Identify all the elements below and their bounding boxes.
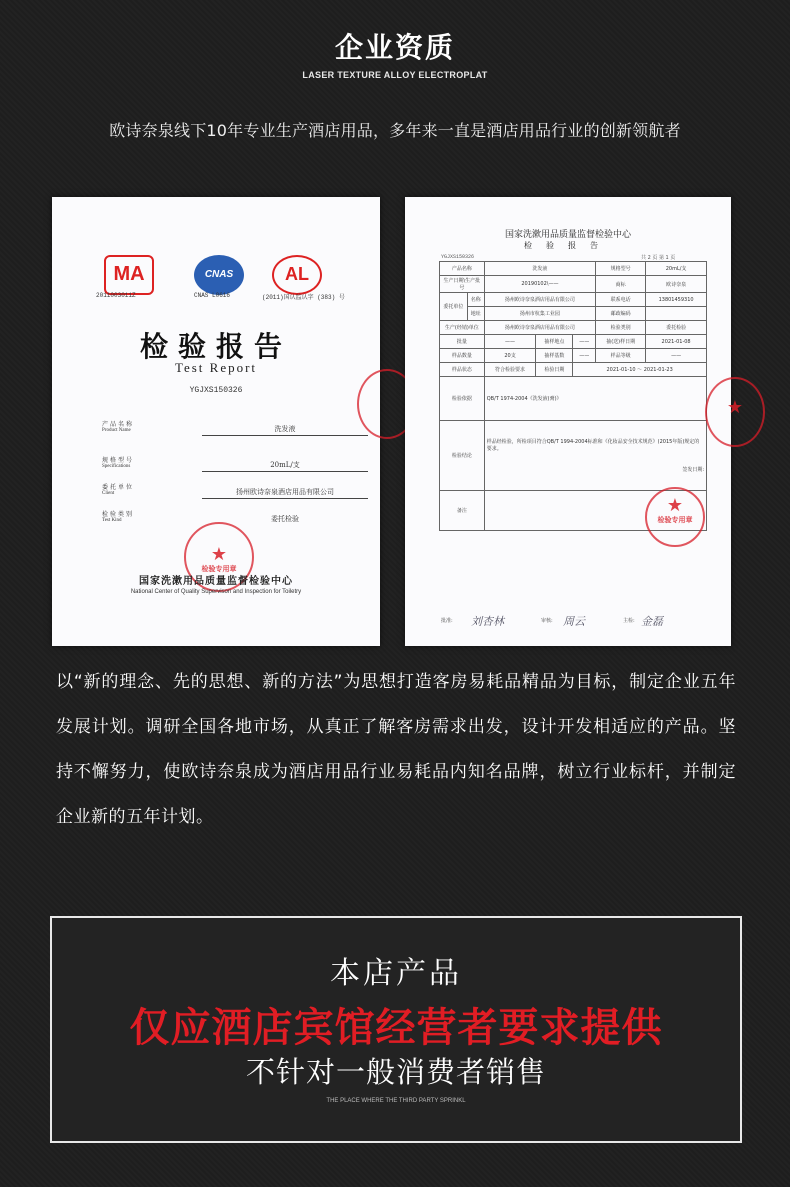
report-title-cn: 检验报告 [139, 330, 292, 363]
conclusion-text: 样品经检验，所检项目符合QB/T 1994-2004标准和《化妆品安全技术规范》(2015年版)规定的要求。 [486, 439, 700, 452]
stamp-text: 检验专用章 [657, 516, 693, 524]
main-inspector-label: 主检: [623, 618, 635, 624]
table-page-subtitle: 检验报告 [524, 241, 612, 250]
field-label-en: Client [102, 491, 115, 496]
page-indicator: 共 2 页 第 1 页 [641, 255, 676, 261]
field-label-en: Test Kind [102, 518, 122, 523]
issuing-org-cn: 国家洗漱用品质量监督检验中心 [139, 576, 293, 587]
table-row: 生产(经销)单位 扬州欧诗奈泉酒店用品有限公司 检验类别 委托检验 [440, 321, 707, 335]
table-row: 生产日期\生产批号 20190102\—— 商标 欧诗奈泉 [440, 276, 707, 293]
field-value: 扬州欧诗奈泉酒店用品有限公司 [202, 487, 368, 499]
cma-logo: MA [104, 255, 154, 295]
field-value: 洗发液 [202, 424, 368, 436]
field-value: 20mL/支 [202, 460, 368, 472]
notice-subtext: 不针对一般消费者销售 [245, 1055, 546, 1089]
cma-code: 2011003011Z [96, 292, 136, 299]
star-icon: ★ [666, 495, 684, 516]
cal-code: (2011)国认监认字 (383) 号 [262, 294, 345, 301]
field-label-en: Product Name [102, 428, 131, 433]
section-subtitle: LASER TEXTURE ALLOY ELECTROPLAT [302, 70, 488, 80]
table-row: 委托单位 名称 扬州欧诗奈泉酒店用品有限公司 联系电话 13801459310 [440, 293, 707, 307]
approve-label: 批准: [441, 618, 453, 624]
cnas-code: CNAS L0616 [194, 292, 231, 299]
sign-date: 签发日期: [682, 467, 704, 473]
company-description: 以“新的理念、先的思想、新的方法”为思想打造客房易耗品精品为目标，制定企业五年发展计划。调研全国各地市场，从真正了解客房需求出发，设计开发相适应的产品。坚持不懈努力，使欧诗奈泉成为酒店用品行业易耗品内知名品牌，树立行业标杆，并制定企业新的五年计划。 [56, 672, 736, 827]
field-label-cn: 产品名称 [102, 421, 135, 428]
table-row: 检验依据 QB/T 1974-2004《洗发液(膏)》 [440, 377, 707, 421]
table-row: 样品状态 符合检验要求 检验日期 2021-01-10 ～ 2021-01-23 [440, 363, 707, 377]
section-title: 企业资质 [334, 31, 455, 64]
notice-heading: 本店产品 [330, 956, 462, 991]
field-product-name [102, 419, 332, 443]
table-row: 样品数量 20支 抽样基数 —— 样品等级 —— [440, 349, 707, 363]
table-row: 检验结论 样品经检验，所检项目符合QB/T 1994-2004标准和《化妆品安全技术规范》(2015年版)规定的要求。 签发日期: [440, 421, 707, 491]
star-icon: ★ [210, 544, 228, 565]
table-row: 地址 扬州市杭集工业园 邮政编码 [440, 307, 707, 321]
review-signature: 周云 [563, 615, 585, 628]
table-row: 产品名称 洗发液 规格型号 20mL/支 [440, 262, 707, 276]
main-inspector-signature: 金磊 [641, 615, 663, 628]
notice-highlight: 仅应酒店宾馆经营者要求提供 [129, 1005, 663, 1051]
star-icon: ★ [726, 397, 744, 418]
inspection-table-page [405, 197, 744, 646]
table-row: 备注 [440, 491, 707, 531]
notice-tagline: THE PLACE WHERE THE THIRD PARTY SPRINKL [326, 1098, 466, 1104]
field-label-cn: 检验类别 [102, 511, 135, 518]
report-title-en: Test Report [174, 360, 258, 375]
table-row: 批量 —— 抽样地点 —— 抽(送)样日期 2021-01-08 [440, 335, 707, 349]
issuing-org-en: National Center of Quality Supervison and Inspection for Toiletry [130, 589, 302, 595]
notice-box [50, 916, 742, 1143]
seam-stamp [705, 377, 765, 447]
field-value: 委托检验 [271, 515, 299, 523]
table-page-title: 国家洗漱用品质量监督检验中心 [504, 230, 631, 240]
cal-logo: AL [272, 255, 322, 295]
field-label-cn: 规格型号 [102, 457, 135, 464]
field-label-en: Specifications [102, 464, 131, 469]
approve-signature: 刘杏林 [471, 615, 504, 628]
table-report-number: YGJXS150326 [441, 254, 475, 260]
field-client [102, 482, 332, 506]
signature-row [441, 615, 701, 631]
field-label-cn: 委托单位 [102, 484, 135, 491]
review-label: 审核: [541, 618, 553, 624]
field-specifications [102, 455, 332, 479]
test-report-cover [52, 197, 380, 646]
intro-text: 欧诗奈泉线下10年专业生产酒店用品，多年来一直是酒店用品行业的创新领航者 [109, 121, 681, 140]
inspection-stamp [645, 487, 705, 547]
cnas-logo: CNAS [194, 255, 244, 295]
report-number: YGJXS150326 [189, 386, 243, 395]
stamp-text: 检验专用章 [201, 565, 237, 573]
